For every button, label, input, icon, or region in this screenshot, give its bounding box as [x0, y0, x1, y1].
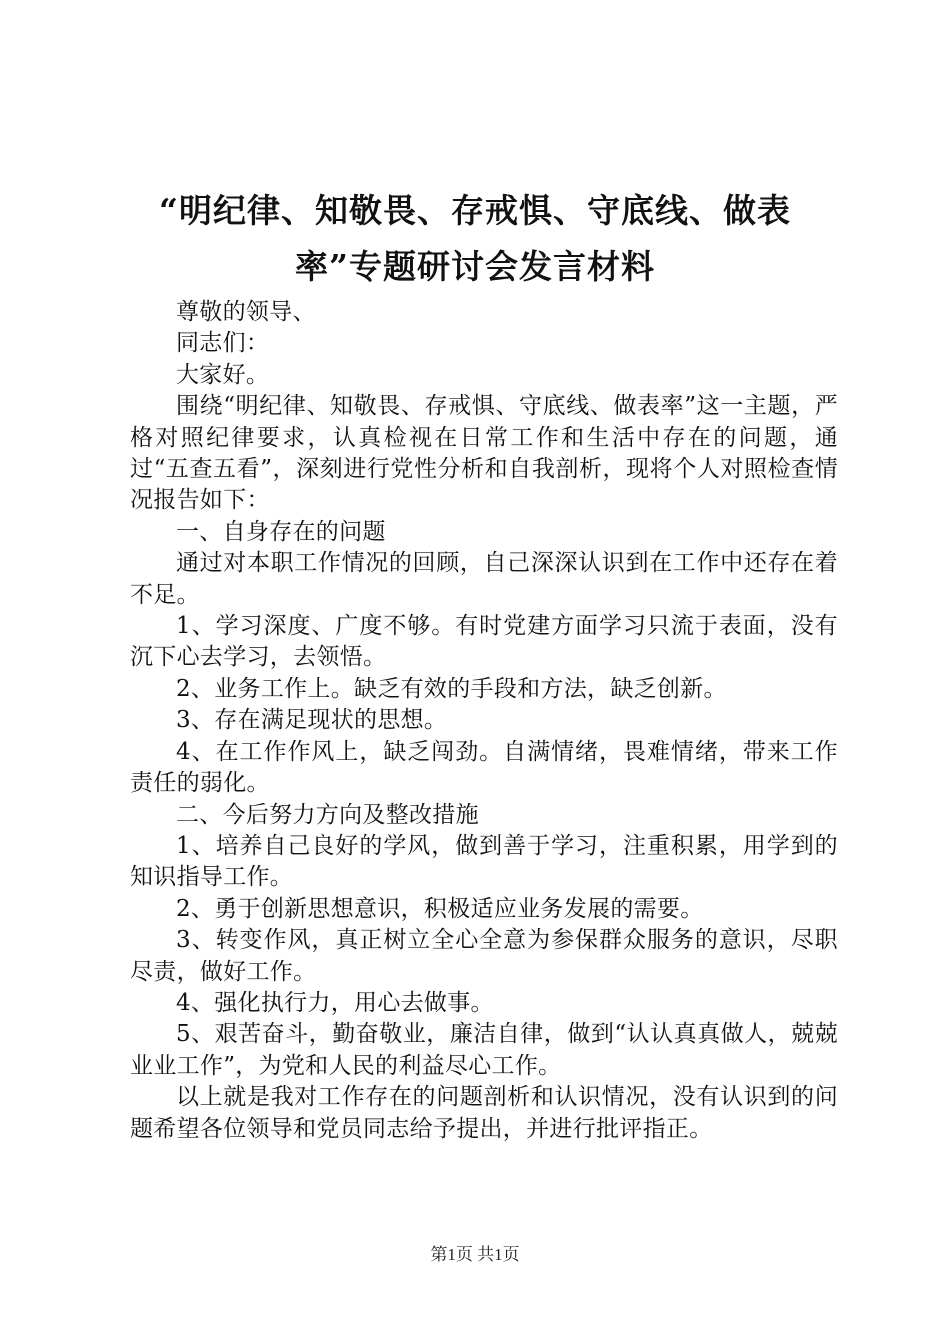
page-number-footer: 第1页 共1页	[430, 1245, 520, 1264]
problem-item-2: 2、业务工作上。缺乏有效的手段和方法，缺乏创新。	[176, 675, 727, 702]
measure-item-2: 2、勇于创新思想意识，积极适应业务发展的需要。	[176, 895, 704, 922]
problem-item-3: 3、存在满足现状的思想。	[176, 707, 448, 734]
closing-paragraph: 以上就是我对工作存在的问题剖析和认识情况，没有认识到的问题希望各位领导和党员同志给予提出，并进行批评指正。	[130, 1084, 838, 1142]
problem-item-1: 1、学习深度、广度不够。有时党建方面学习只流于表面，没有沉下心去学习，去领悟。	[130, 613, 838, 671]
title-line-2: 率”专题研讨会发言材料	[295, 247, 655, 286]
greeting: 大家好。	[176, 361, 270, 388]
section-heading-measures: 二、今后努力方向及整改措施	[176, 801, 479, 828]
salutation-leaders: 尊敬的领导、	[176, 299, 316, 325]
measure-item-4: 4、强化执行力，用心去做事。	[176, 989, 494, 1016]
document-body	[130, 297, 838, 1145]
problem-item-4: 4、在工作作风上，缺乏闯劲。自满情绪，畏难情绪，带来工作责任的弱化。	[130, 738, 838, 797]
measure-item-1: 1、培养自己良好的学风，做到善于学习，注重积累，用学到的知识指导工作。	[130, 832, 838, 891]
section-heading-problems: 一、自身存在的问题	[176, 518, 386, 545]
salutation-comrades: 同志们：	[176, 330, 270, 357]
measure-item-5: 5、艰苦奋斗，勤奋敬业，廉洁自律，做到“认认真真做人，兢兢业业工作”，为党和人民的利益尽心工作。	[130, 1021, 838, 1079]
title-line-1: “明纪律、知敬畏、存戒惧、守底线、做表	[159, 191, 791, 230]
intro-paragraph: 围绕“明纪律、知敬畏、存戒惧、守底线、做表率”这一主题，严格对照纪律要求，认真检视在日常工作和生活中存在的问题，通过“五查五看”，深刻进行党性分析和自我剖析，现将个人对照检查情况报告如下：	[130, 393, 838, 514]
problems-intro: 通过对本职工作情况的回顾，自己深深认识到在工作中还存在着不足。	[130, 550, 838, 608]
measure-item-3: 3、转变作风，真正树立全心全意为参保群众服务的意识，尽职尽责，做好工作。	[130, 927, 838, 985]
document-title	[110, 183, 840, 295]
